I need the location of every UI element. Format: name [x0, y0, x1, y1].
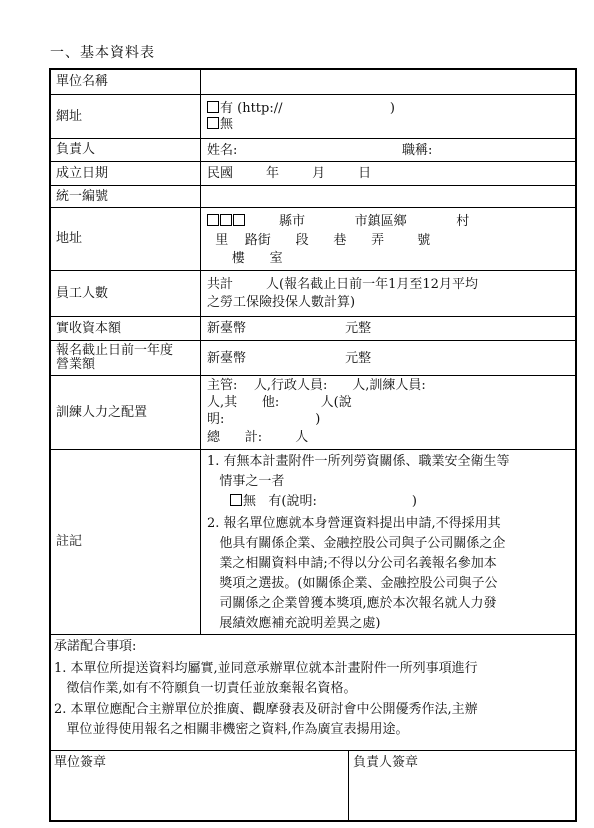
basic-info-form [49, 68, 577, 822]
tax-id-label: 統一編號 [51, 186, 201, 207]
checkbox-none[interactable] [230, 494, 242, 506]
address-field[interactable]: 縣市 市鎮區鄉 村 里 路街 段 巷 弄 號 樓 室 [207, 214, 470, 266]
row-address [51, 207, 575, 270]
checkbox-no-website[interactable] [207, 117, 219, 129]
established-label: 成立日期 [51, 162, 201, 185]
checkbox-has-website[interactable] [207, 101, 219, 113]
row-capital [51, 316, 575, 340]
remarks-content: 1. 有無本計畫附件一所列勞資關係、職業安全衛生等 情事之一者 無 有(說明: ) 2. 報名單位應就本身營運資料提出申請,不得採用其 他具有關係企業、金融控股公司與子公司關係之企 業之相關資料申請;不得以分公司名義報名參加本 獎項之選拔。(如關係企業、金融控股公司與子公 司關係之企業曾獲本獎項,應於本次報名就人力發 展績效應補充說明差異之處) [207, 454, 510, 631]
row-tax-id [51, 185, 575, 207]
commitment-heading: 承諾配合事項: [54, 639, 137, 654]
row-responsible [51, 138, 575, 161]
website-field[interactable]: 有 (http:// ) 無 [202, 95, 575, 138]
capital-label: 實收資本額 [51, 317, 201, 340]
unit-name-label: 單位名稱 [51, 70, 201, 94]
postal-box-1[interactable] [207, 214, 219, 226]
responsible-signature-box[interactable]: 負責人簽章 [353, 755, 419, 770]
website-label: 網址 [51, 95, 201, 138]
postal-box-3[interactable] [233, 214, 245, 226]
name-label: 姓名: [207, 143, 238, 158]
section-title: 一、基本資料表 [50, 45, 155, 61]
commitment-section: 承諾配合事項: 1. 本單位所提送資料均屬實,並同意承辦單位就本計畫附件一所列事項進行 徵信作業,如有不符願負一切責任並放棄報名資格。 2. 本單位應配合主辦單位於推廣、觀摩發表及研討會中公開優秀作法,主辦 單位並得使用報名之相關非機密之資料,作為廣宣表揚用途。 [51, 634, 575, 750]
revenue-field[interactable]: 新臺幣 元整 [207, 351, 372, 366]
row-remarks [51, 449, 575, 634]
address-label: 地址 [51, 208, 201, 270]
revenue-label: 報名截止日前一年度 營業額 [51, 341, 201, 375]
capital-field[interactable]: 新臺幣 元整 [207, 321, 372, 336]
tax-id-field[interactable] [202, 186, 575, 207]
unit-name-field[interactable] [202, 70, 575, 94]
row-website [51, 94, 575, 138]
row-revenue [51, 340, 575, 375]
remarks-label: 註記 [51, 450, 201, 634]
training-field[interactable]: 主管: 人,行政人員: 人,訓練人員: 人,其 他: 人(說 明: ) 總 計: 人 [207, 378, 426, 445]
row-unit-name [51, 70, 575, 94]
postal-box-2[interactable] [220, 214, 232, 226]
responsible-label: 負責人 [51, 139, 201, 161]
employees-label: 員工人數 [51, 271, 201, 316]
row-employees [51, 270, 575, 316]
row-established [51, 161, 575, 185]
signature-row [51, 750, 575, 822]
training-label: 訓練人力之配置 [51, 376, 201, 449]
unit-signature-box[interactable]: 單位簽章 [51, 751, 349, 822]
responsible-field[interactable] [202, 139, 575, 161]
employees-field[interactable]: 共計 人(報名截止日前一年1月至12月平均 之勞工保險投保人數計算) [207, 277, 478, 310]
established-field[interactable]: 民國 年 月 日 [207, 166, 372, 181]
row-training [51, 375, 575, 449]
position-label: 職稱: [402, 143, 433, 158]
